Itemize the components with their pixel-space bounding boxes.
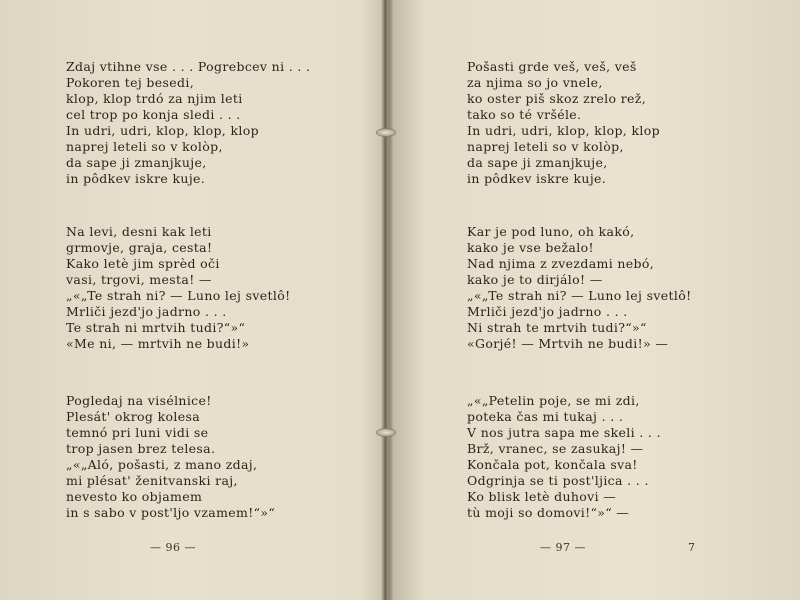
stanza — [467, 224, 691, 352]
verse-line: Na levi, desni kak leti — [66, 224, 212, 239]
left-page — [0, 0, 380, 600]
stanza — [66, 393, 275, 521]
verse-line: Mrliči jezd'jo jadrno . . . — [467, 304, 628, 319]
verse-line: In udri, udri, klop, klop, klop — [467, 123, 660, 138]
verse-line: da sape ji zmanjkuje, — [467, 155, 608, 170]
verse-line: cel trop po konja sledi . . . — [66, 107, 241, 122]
verse-line: klop, klop trdó za njim leti — [66, 91, 243, 106]
page-number: — 96 — — [150, 541, 196, 554]
verse-line: naprej leteli so v kolòp, — [66, 139, 223, 154]
verse-line: V nos jutra sapa me skeli . . . — [467, 425, 661, 440]
verse-line: naprej leteli so v kolòp, — [467, 139, 624, 154]
verse-line: Končala pot, končala sva! — [467, 457, 638, 472]
verse-line: poteka čas mi tukaj . . . — [467, 409, 624, 424]
verse-line: Kar je pod luno, oh kakó, — [467, 224, 635, 239]
verse-line: Zdaj vtihne vse . . . Pogrebcev ni . . . — [66, 59, 311, 74]
verse-line: trop jasen brez telesa. — [66, 441, 216, 456]
signature-mark: 7 — [688, 541, 695, 554]
verse-line: Nad njima z zvezdami nebó, — [467, 256, 655, 271]
verse-line: Odgrinja se ti post'ljica . . . — [467, 473, 649, 488]
verse-line: „«„Te strah ni? — Luno lej svetlô! — [66, 288, 291, 303]
verse-line: Mrliči jezd'jo jadrno . . . — [66, 304, 227, 319]
verse-line: kako je vse bežalo! — [467, 240, 594, 255]
verse-line: Ni strah te mrtvih tudi?“»“ — [467, 320, 647, 335]
verse-line: „«„Te strah ni? — Luno lej svetlô! — [467, 288, 692, 303]
stanza — [467, 59, 660, 187]
verse-line: in pôdkev iskre kuje. — [467, 171, 607, 186]
verse-line: vasi, trgovi, mesta! — — [66, 272, 212, 287]
verse-line: za njima so jo vnele, — [467, 75, 603, 90]
book-gutter — [381, 0, 389, 600]
verse-line: in pôdkev iskre kuje. — [66, 171, 206, 186]
verse-line: Pokoren tej besedi, — [66, 75, 195, 90]
verse-line: Ko blisk letè duhovi — — [467, 489, 617, 504]
verse-line: Te strah ni mrtvih tudi?“»“ — [66, 320, 246, 335]
verse-line: «Gorjé! — Mrtvih ne budi!» — — [467, 336, 669, 351]
verse-line: nevesto ko objamem — [66, 489, 203, 504]
verse-line: „«„Aló, pošasti, z mano zdaj, — [66, 457, 258, 472]
verse-line: kako je to dirjálo! — — [467, 272, 603, 287]
verse-line: temnó pri luni vidi se — [66, 425, 209, 440]
verse-line: «Me ni, — mrtvih ne budi!» — [66, 336, 250, 351]
page-number: — 97 — — [540, 541, 586, 554]
verse-line: ko oster piš skoz zrelo rež, — [467, 91, 647, 106]
stanza — [66, 224, 290, 352]
verse-line: in s sabo v post'ljo vzamem!“»“ — [66, 505, 276, 520]
verse-line: da sape ji zmanjkuje, — [66, 155, 207, 170]
stanza — [66, 59, 310, 187]
verse-line: Brž, vranec, se zasukaj! — — [467, 441, 644, 456]
verse-line: Pošasti grde veš, veš, veš — [467, 59, 637, 74]
verse-line: tù moji so domovi!“»“ — — [467, 505, 630, 520]
verse-line: „«„Petelin poje, se mi zdi, — [467, 393, 640, 408]
verse-line: In udri, udri, klop, klop, klop — [66, 123, 259, 138]
verse-line: tako so té vršéle. — [467, 107, 582, 122]
verse-line: grmovje, graja, cesta! — [66, 240, 213, 255]
right-page — [392, 0, 800, 600]
verse-line: mi plésat' ženitvanski raj, — [66, 473, 238, 488]
verse-line: Kako letè jim sprèd oči — [66, 256, 220, 271]
stanza — [467, 393, 661, 521]
verse-line: Pogledaj na visélnice! — [66, 393, 212, 408]
verse-line: Plesát' okrog kolesa — [66, 409, 201, 424]
